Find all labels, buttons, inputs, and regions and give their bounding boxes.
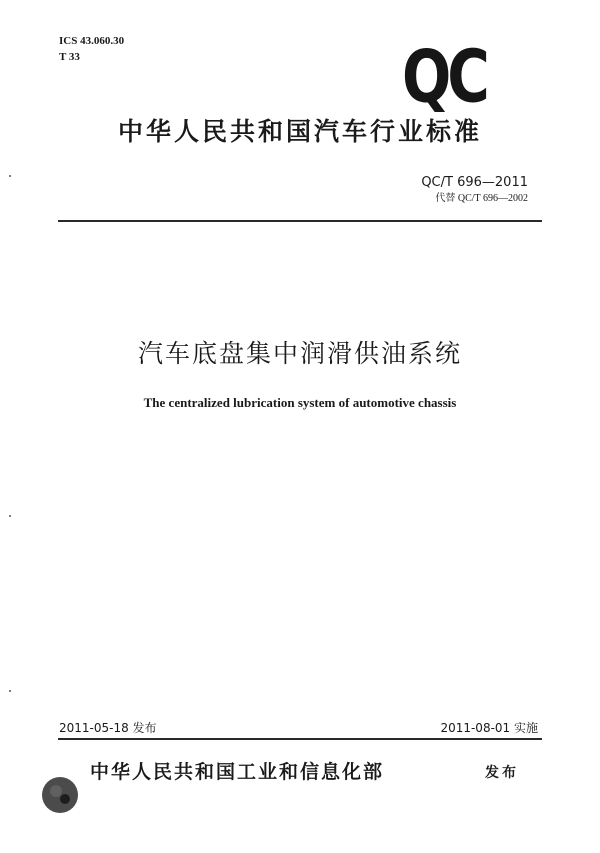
- replaces-note: 代替 QC/T 696—2002: [435, 193, 528, 204]
- document-title-chinese: 汽车底盘集中润滑供油系统: [137, 339, 462, 368]
- scan-speck: [9, 515, 11, 517]
- publisher-name: 中华人民共和国工业和信息化部: [90, 761, 385, 783]
- ministry-seal-mark: [40, 775, 80, 815]
- implementation-date: 2011-08-01 实施: [440, 721, 538, 735]
- standard-number: QC/T 696—2011: [421, 175, 528, 190]
- ccs-code: T 33: [59, 51, 80, 63]
- document-title-english: The centralized lubrication system of automotive chassis: [143, 395, 457, 410]
- top-divider: [58, 220, 542, 222]
- industry-standard-heading: 中华人民共和国汽车行业标准: [117, 117, 482, 146]
- qc-logo: QC: [402, 33, 486, 119]
- ics-code: ICS 43.060.30: [59, 35, 125, 47]
- scan-speck: [9, 175, 11, 177]
- bottom-divider: [58, 738, 542, 740]
- issue-date: 2011-05-18 发布: [59, 721, 157, 735]
- publish-label: 发布: [485, 765, 519, 781]
- scan-speck: [9, 690, 11, 692]
